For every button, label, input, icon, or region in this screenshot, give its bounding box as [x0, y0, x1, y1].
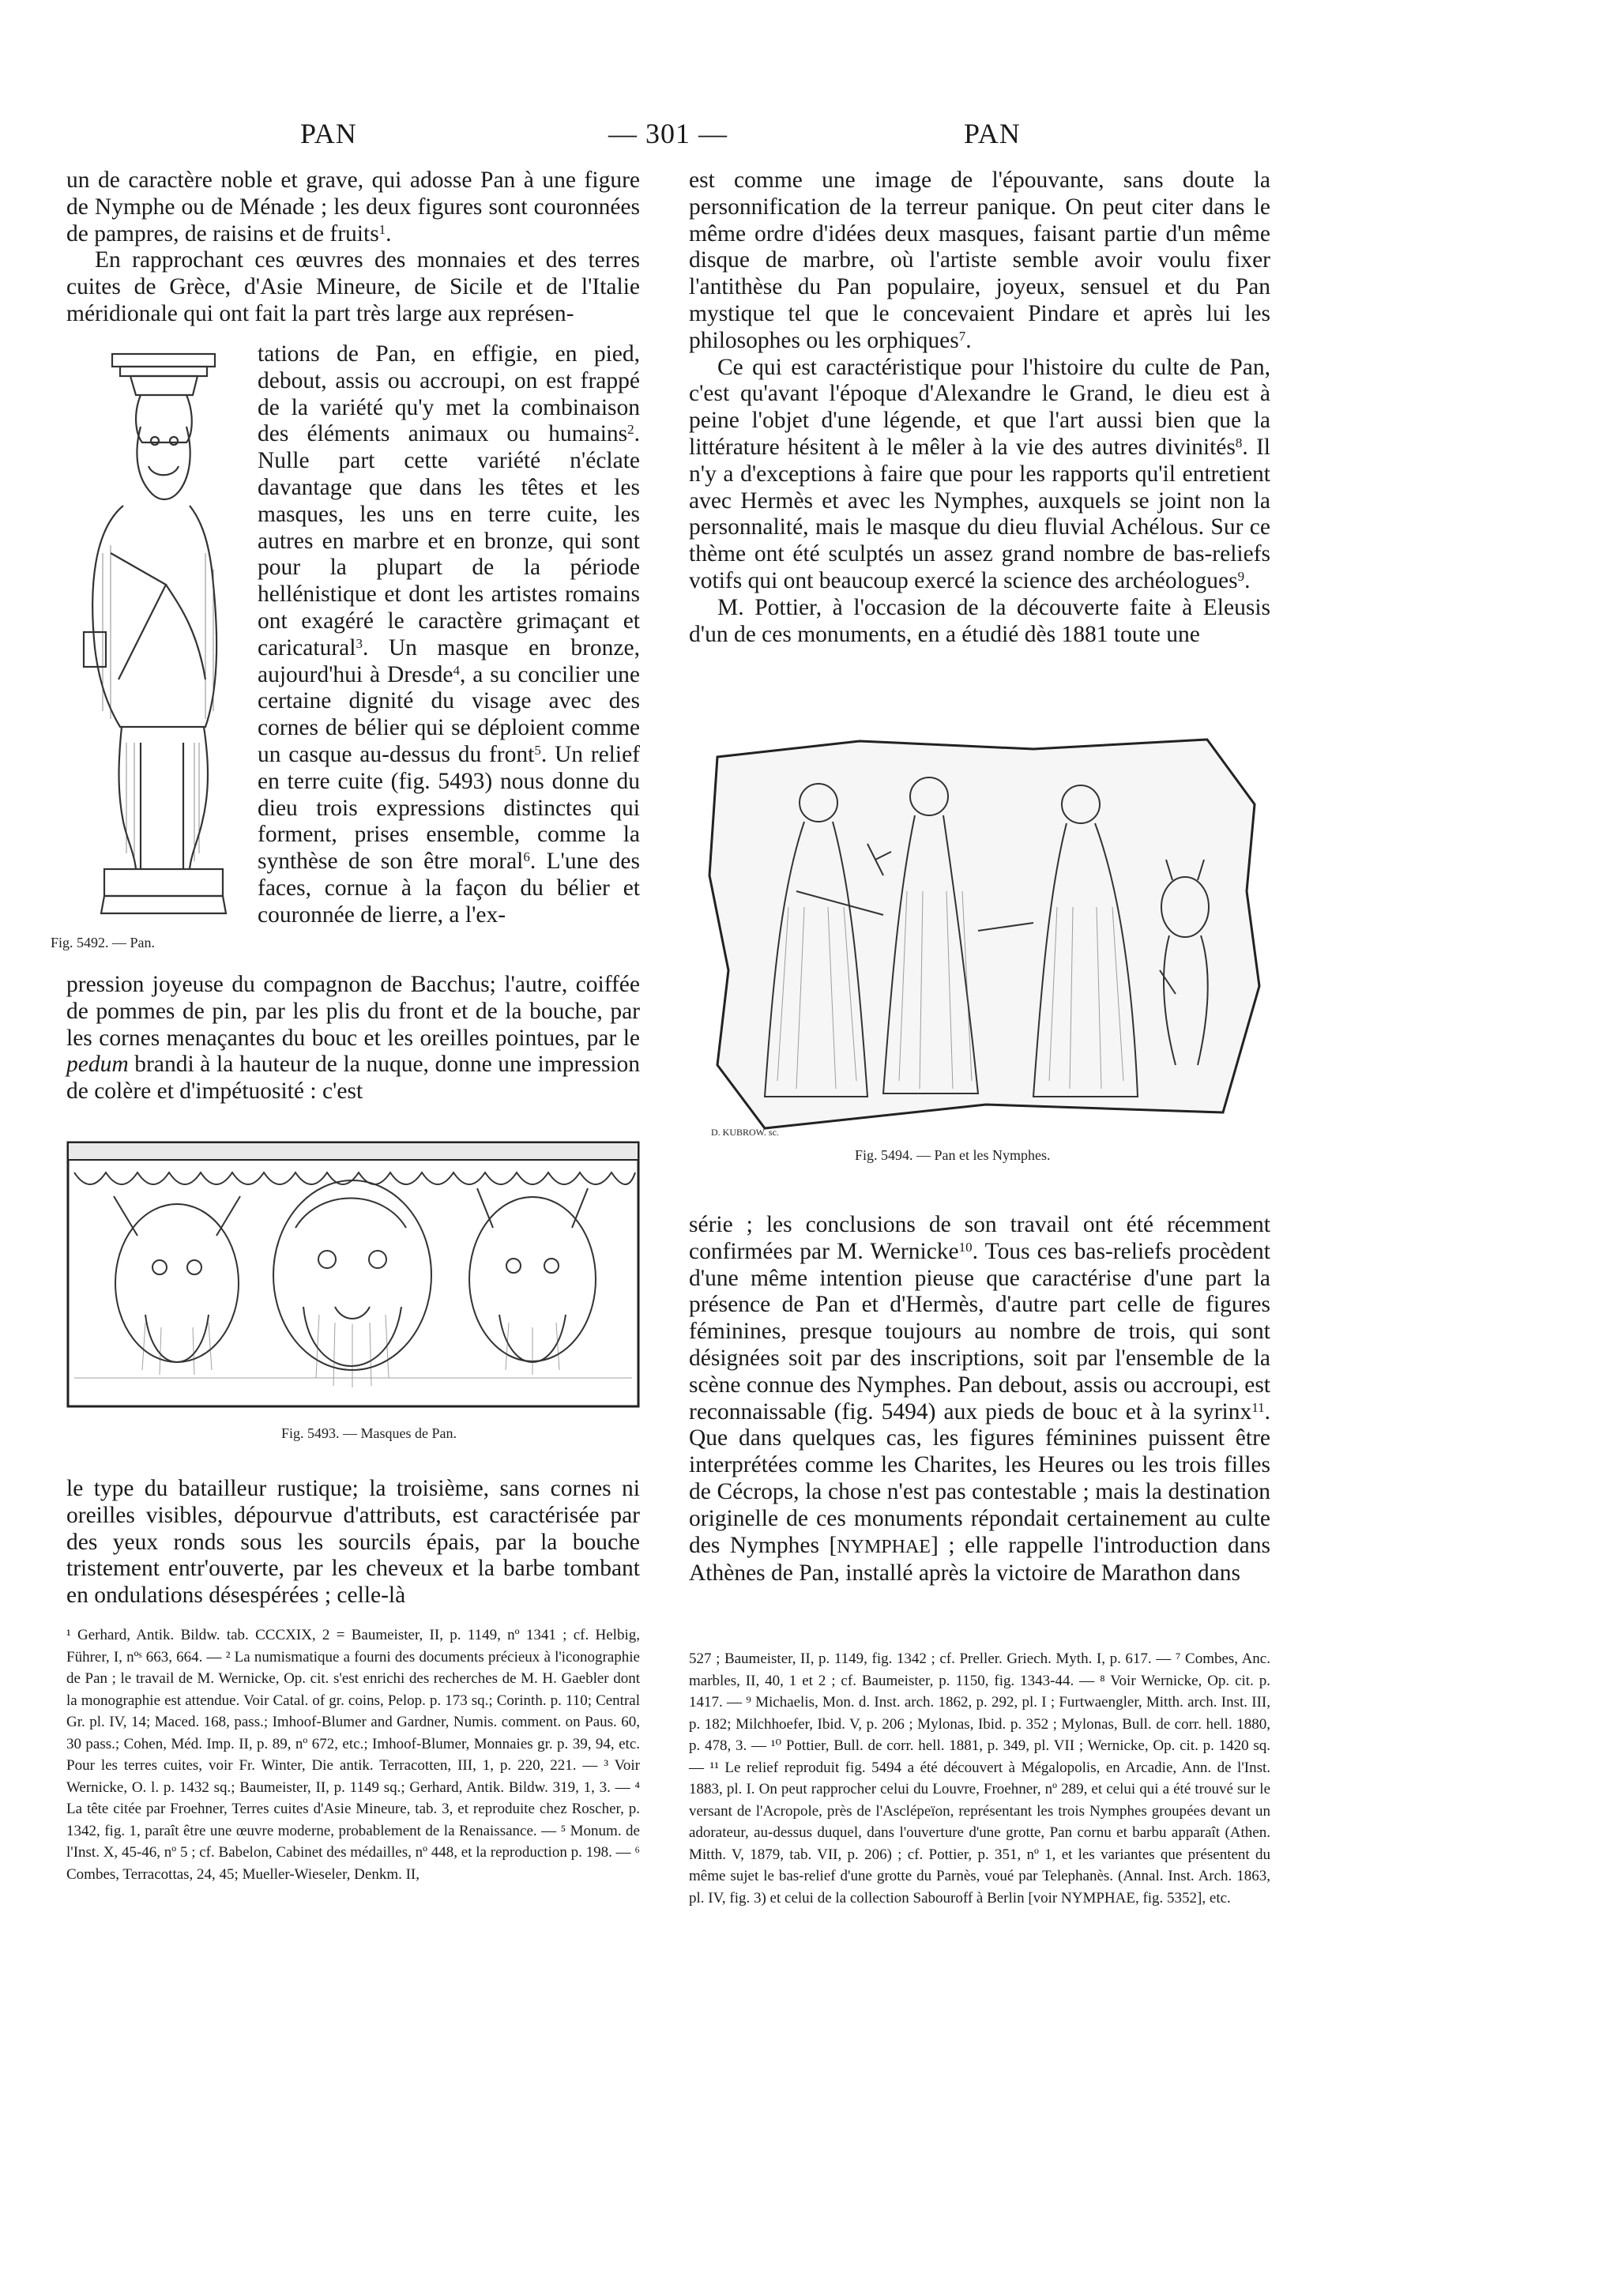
paragraph: M. Pottier, à l'occasion de la découverte faite à Eleusis d'un de ces monuments, en a étudié dès 1881 toute une [689, 594, 1270, 647]
footnote-ref: 9 [1237, 568, 1245, 584]
footnote-ref: 4 [453, 662, 461, 678]
footnote-ref: 1 [378, 221, 386, 237]
left-column-top [66, 167, 640, 328]
figure-5493-caption: Fig. 5493. — Masques de Pan. [281, 1425, 457, 1441]
pan-herm-illustration [47, 348, 253, 932]
footnotes-right [689, 1648, 1270, 1909]
footnote-ref: 8 [1235, 435, 1243, 450]
left-column-bottom [66, 1476, 640, 1609]
paragraph: un de caractère noble et grave, qui adosse Pan à une figure de Nymphe ou de Ménade ; les deux figures sont couronnées de pampres, de raisins et de fruits$^1$. [66, 167, 640, 247]
figure-5494-caption: Fig. 5494. — Pan et les Nymphes. [855, 1147, 1051, 1163]
paragraph: En rapprochant ces œuvres des monnaies et des terres cuites de Grèce, d'Asie Mineure, de Sicile et de l'Italie méridionale qui ont fait la part très large aux représen- [66, 247, 640, 326]
paragraph-continued: le type du batailleur rustique; la troisième, sans cornes ni oreilles visibles, dépourvue d'attributs, est caractérisée par des yeux ronds sous les sourcils épais, par la bouche tristement entr'ouverte, par les cheveux et la barbe tombant en ondulations désespérées ; celle-là [66, 1476, 640, 1609]
footnote-block: ¹ Gerhard, Antik. Bildw. tab. CCCXIX, 2 = Baumeister, II, p. 1149, nº 1341 ; cf. Helbig, Führer, I, nºˢ 663, 664. — ² La numismatique a fourni des documents précieux à l'iconographie de Pan ; le travail de M. Wernicke, Op. cit. s'est enrichi des recherches de M. H. Gaebler dont la monographie est attendue. Voir Catal. of gr. coins, Pelop. p. 173 sq.; Corinth. p. 110; Central Gr. pl. IV, 14; Maced. 168, pass.; Imhoof-Blumer and Gardner, Numis. comment. on Paus. 60, 30 pass.; Cohen, Méd. Imp. II, p. 89, nº 672, etc.; Imhoof-Blumer, Monnaies gr. p. 39, 94, etc. Pour les terres cuites, voir Fr. Winter, Die antik. Terracotten, III, 1, p. 220, 221. — ³ Voir Wernicke, O. l. p. 1432 sq.; Baumeister, II, p. 1149 sq.; Gerhard, Antik. Bildw. 319, 1, 3. — ⁴ La tête citée par Froehner, Terres cuites d'Asie Mineure, tab. 3, et reproduite chez Roscher, p. 1342, fig. 1, paraît être une œuvre moderne, probablement de la Renaissance. — ⁵ Monum. de l'Inst. X, 45-46, nº 5 ; cf. Babelon, Cabinet des médailles, nº 448, et la reproduction p. 198. — ⁶ Combes, Terracottas, 24, 45; Mueller-Wieseler, Denkm. II, [66, 1627, 640, 1883]
right-column-top [689, 167, 1270, 648]
pan-and-nymphs-illustration [702, 733, 1266, 1144]
figure-5492-caption: Fig. 5492. — Pan. [51, 935, 156, 950]
left-column-wrap [258, 341, 640, 929]
figure-5494-signature: D. KUBROW. sc. [711, 1127, 779, 1138]
running-head-right: PAN [964, 118, 1021, 149]
pedum-term: pedum [66, 1052, 129, 1078]
footnote-ref: 5 [534, 742, 541, 758]
running-head-left: PAN [300, 118, 357, 149]
footnotes-left [66, 1624, 640, 1885]
footnote-ref: 6 [523, 849, 530, 865]
footnote-ref: 7 [958, 328, 966, 344]
page-number: — 301 — [608, 118, 728, 149]
figure-5494-relief [702, 733, 1266, 1144]
paragraph-continued: est comme une image de l'épouvante, sans doute la personnification de la terreur panique. On peut citer dans le même ordre d'idées deux masques, faisant partie d'un même disque de marbre, où l'artiste semble avoir voulu fixer l'antithèse du Pan populaire, joyeux, sensuel et du Pan mystique tel que le concevaient Pindare et après lui les philosophes ou les orphiques$^7$. [689, 167, 1270, 353]
masks-relief-illustration [66, 1141, 640, 1410]
right-column-bottom [689, 1212, 1270, 1587]
footnote-ref: 11 [1251, 1399, 1265, 1415]
footnote-ref: 2 [627, 422, 634, 438]
footnote-ref: 10 [958, 1239, 973, 1255]
footnote-block: 527 ; Baumeister, II, p. 1149, fig. 1342 ; cf. Preller. Griech. Myth. I, p. 617. — ⁷ Combes, Anc. marbles, II, 40, 1 et 2 ; cf. Baumeister, p. 1150, fig. 1343-44. — ⁸ Voir Wernicke, Op. cit. p. 1417. — ⁹ Michaelis, Mon. d. Inst. arch. 1862, p. 292, pl. I ; Furtwaengler, Mitth. arch. Inst. III, p. 182; Milchhoefer, Ibid. V, p. 206 ; Mylonas, Ibid. p. 352 ; Mylonas, Bull. de corr. hell. 1880, p. 478, 3. — ¹⁰ Pottier, Bull. de corr. hell. 1881, p. 349, pl. VII ; Wernicke, Op. cit. p. 1420 sq. — ¹¹ Le relief reproduit fig. 5494 a été découvert à Mégalopolis, en Arcadie, Ann. de l'Inst. 1883, pl. I. On peut rapprocher celui du Louvre, Froehner, nº 289, et celui qui a été trouvé sur le versant de l'Acropole, près de l'Asclépeïon, représentant les trois Nymphes groupées devant un adorateur, au-dessus duquel, dans l'ouverture d'une grotte, Pan cornu et barbu apparaît (Athen. Mitth. V, 1879, tab. VII, p. 206) ; cf. Pottier, p. 351, nº 1, et les variantes que présentent du même sujet le bas-relief d'une grotte du Parnès, voué par Telephanès. (Annal. Inst. Arch. 1863, pl. IV, fig. 3) et celui de la collection Sabouroff à Berlin [voir NYMPHAE, fig. 5352], etc. [689, 1650, 1270, 1906]
footnote-ref: 3 [356, 635, 363, 651]
paragraph: Ce qui est caractéristique pour l'histoire du culte de Pan, c'est qu'avant l'époque d'Alexandre le Grand, le dieu est à peine l'objet d'une légende, et que l'art aussi bien que la littérature hésitent à le mêler à la vie des autres divinités$^8$. Il n'y a d'exceptions à faire que pour les rapports qu'il entretient avec Hermès et avec les Nymphes, auxquels se joint non la personnalité, mais le masque du dieu fluvial Achélous. Sur ce thème ont été sculptés un assez grand nombre de bas-reliefs votifs qui ont beaucoup exercé la science des archéologues$^9$. [689, 354, 1270, 593]
left-column-mid [66, 972, 640, 1105]
paragraph-continued: série ; les conclusions de son travail ont été récemment confirmées par M. Wernicke$^{10}$. Tous ces bas-reliefs procèdent d'une même intention pieuse que caractérise d'une part la présence de Pan et d'Hermès, d'autre part celle de figures féminines, presque toujours au nombre de trois, qui sont désignées soit par des inscriptions, soit par l'ensemble de la scène connue des Nymphes. Pan debout, assis ou accroupi, est reconnaissable (fig. 5494) aux pieds de bouc et à la syrinx$^{11}$. Que dans quelques cas, les figures féminines puissent être interprétées comme les Charites, les Heures ou les trois filles de Cécrops, la chose n'est pas contestable ; mais la destination originelle de ces monuments répondait certainement au culte des Nymphes [NYMPHAE] ; elle rappelle l'introduction dans Athènes de Pan, installé après la victoire de Marathon dans [689, 1212, 1270, 1586]
paragraph-continued: pression joyeuse du compagnon de Bacchus; l'autre, coiffée de pommes de pin, par les plis du front et de la bouche, par les cornes menaçantes du bouc et les oreilles pointues, par le pedum brandi à la hauteur de la nuque, donne une impression de colère et d'impétuosité : c'est [66, 972, 640, 1105]
cross-reference: NYMPHAE [837, 1536, 931, 1557]
figure-5492-pan-herm [47, 348, 253, 932]
paragraph-continued: tations de Pan, en effigie, en pied, debout, assis ou accroupi, on est frappé de la variété qu'y met la combinaison des éléments animaux ou humains$^2$. Nulle part cette variété n'éclate davantage que dans les têtes et les masques, les uns en terre cuite, les autres en marbre et en bronze, qui sont pour la plupart de la période hellénistique et dont les artistes romains ont exagéré le caractère grimaçant et caricatural$^3$. Un masque en bronze, aujourd'hui à Dresde$^4$, a su concilier une certaine dignité du visage avec des cornes de bélier qui se déploient comme un casque au-dessus du front$^5$. Un relief en terre cuite (fig. 5493) nous donne du dieu trois expressions distinctes qui forment, prises ensemble, comme la synthèse de son être moral$^6$. L'une des faces, cornue à la façon du bélier et couronnée de lierre, a l'ex- [258, 341, 640, 928]
figure-5493-masks [66, 1141, 640, 1410]
